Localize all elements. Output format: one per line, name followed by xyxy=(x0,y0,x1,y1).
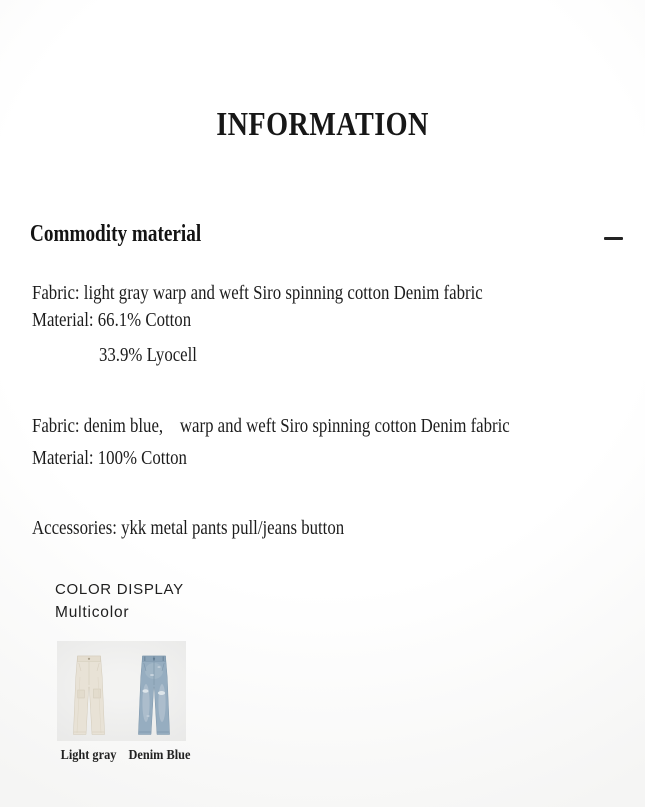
color-swatch-images xyxy=(57,641,186,741)
swatch-label-denim-blue: Denim Blue xyxy=(128,748,191,763)
light-gray-pants-image xyxy=(57,641,121,741)
swatch-label-light-gray: Light gray xyxy=(60,748,117,763)
page-title: INFORMATION xyxy=(216,106,429,143)
section-heading: Commodity material xyxy=(30,221,202,247)
fabric1-line: Fabric: light gray warp and weft Siro spinning cotton Denim fabric xyxy=(32,282,483,304)
swatch-image-denim-blue xyxy=(122,641,187,741)
color-display-title: COLOR DISPLAY xyxy=(55,581,184,598)
fabric1-material-line: Material: 66.1% Cotton xyxy=(32,309,192,331)
fabric2-line: Fabric: denim blue, warp and weft Siro spinning cotton Denim fabric xyxy=(32,415,510,437)
color-display-subtitle: Multicolor xyxy=(55,604,130,621)
denim-blue-pants-image xyxy=(122,641,186,741)
swatch-image-light-gray xyxy=(57,641,122,741)
collapse-minus-icon[interactable] xyxy=(604,237,623,240)
fabric1-material-line2: 33.9% Lyocell xyxy=(99,344,197,366)
swatch-labels-row xyxy=(53,748,195,764)
fabric2-material-line: Material: 100% Cotton xyxy=(32,447,187,469)
accessories-line: Accessories: ykk metal pants pull/jeans button xyxy=(32,517,345,539)
